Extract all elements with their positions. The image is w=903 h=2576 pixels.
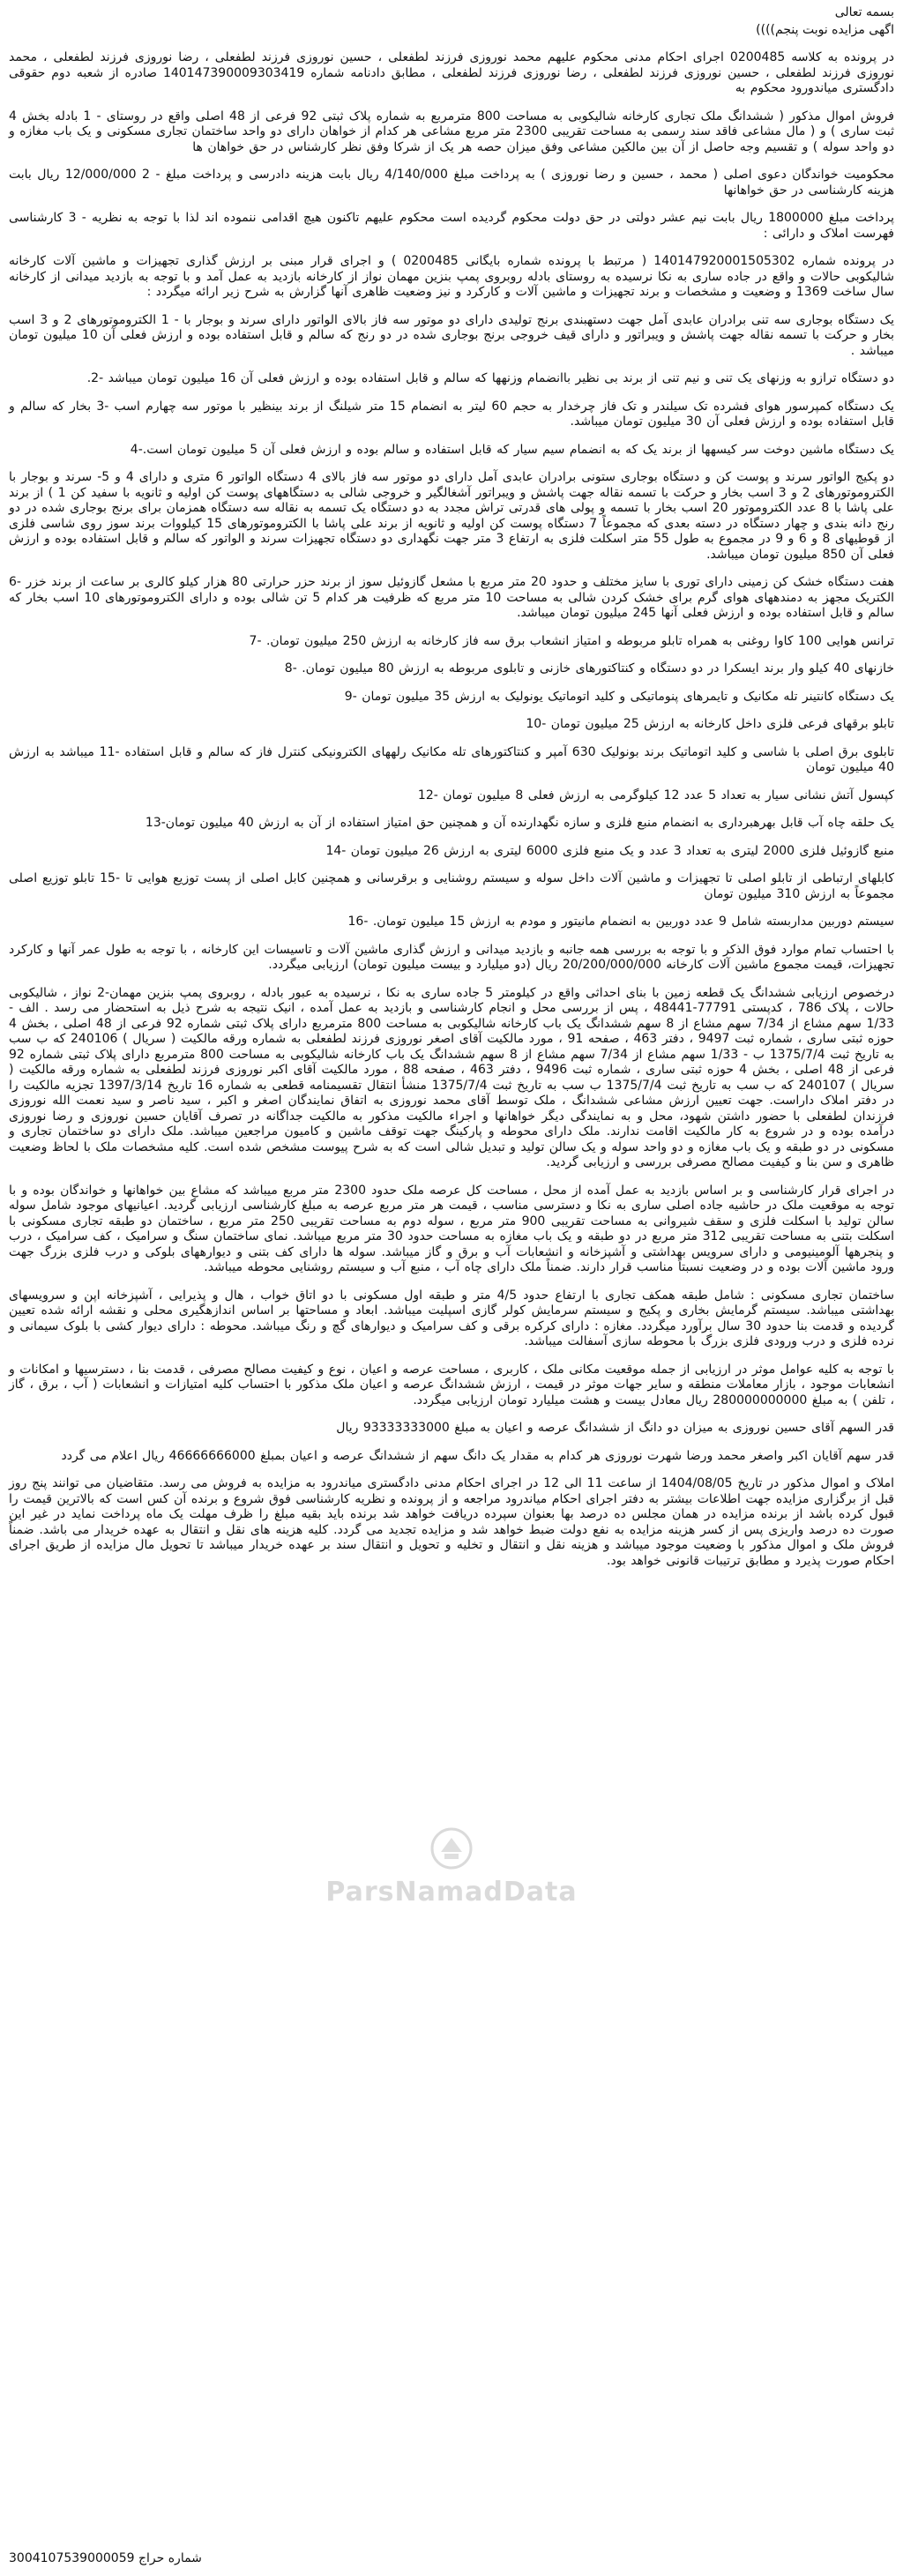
machinery-total-valuation: با احتساب تمام موارد فوق الذکر و با توجه به بررسی همه جانبه و بازدید میدانی و ارزش گذاری ماشین آلات و تاسیسات این کارخانه ، با توجه به طول عمر آنها و کارکرد تجهیزات، قیمت مجموع ماشین آلات کارخانه 20/200/000/000 ریال (دو میلیارد و بیست میلیون تومان) ارزیابی میگردد.	[9, 942, 894, 972]
judgment-item-3: پرداخت مبلغ 1800000 ریال بابت نیم عشر دولتی در حق دولت محکوم گردیده است محکوم علیهم تاکنون هیچ اقدامی ننموده اند لذا با توجه به نظریه - 3 کارشناسی فهرست املاک و دارائی :	[9, 211, 894, 241]
property-area-details: در اجرای قرار کارشناسی و بر اساس بازدید به عمل آمده از محل ، مساحت کل عرصه ملک حدود 2300 متر مربع میباشد که مشاع بین خواهانها و خواندگان بوده و با توجه به موقعیت ملک در حاشیه جاده اصلی ساری به نکا و دسترسی مناسب ، قیمت هر متر مربع عرصه به مبلغ کارشناسی ارزیابی گردید. اعیانیهای موجود شامل سوله سالن تولید با اسکلت فلزی و سقف شیروانی به مساحت تقریبی 900 متر مربع ، سوله دوم به مساحت تقریبی 250 متر مربع ، ساختمان دو طبقه تجاری مسکونی با اسکلت بتنی به مساحت تقریبی 312 متر مربع در دو طبقه و یک باب مغازه به مساحت حدود 30 متر مربع میباشد. نمای ساختمان سنگ و سرامیک ، کف سرامیک ، درب و پنجرهها آلومینیومی و دارای سرویس بهداشتی و آشپزخانه و انشعابات آب و برق و گاز میباشد. سوله ها دارای کف بتنی و دیوارههای بلوکی و درب فلزی بزرگ جهت ورود ماشین آلات بوده و در وضعیت نسبتاً مناسب قرار دارند. ضمناً ملک دارای چاه آب ، منبع آب و سیستم روشنایی محوطه میباشد.	[9, 1183, 894, 1274]
auction-terms: املاک و اموال مذکور در تاریخ 1404/08/05 از ساعت 11 الی 12 در اجرای احکام مدنی دادگستری میاندرود به مزایده به فروش می رسد. متقاضیان می توانند پنج روز قبل از برگزاری مزایده جهت اطلاعات بیشتر به دفتر اجرای احکام میاندرود مراجعه و از پرونده و نظریه کارشناسی فوق شروع و برنده آن کس است که بالاترین قیمت را قبول کرده باشد از برنده مزایده در همان مجلس ده درصد بها بعنوان سپرده دریافت خواهد شد برنده باید بقیه مبلغ را ظرف مهلت یک ماه پرداخت نماید در غیر این صورت ده درصد واریزی پس از کسر هزینه مزایده به نفع دولت ضبط خواهد شد و مزایده تجدید می گردد. کلیه هزینه های نقل و انتقال به عهده خریدار می باشد. ضمناً فروش ملک و اموال مذکور با وضعیت موجود میباشد و هزینه نقل و انتقال و تخلیه و تحویل و انتقال سند بر عهده خریدار میباشد تا تحویل مال مزایده از طریق اجرای احکام صورت پذیرد و مطابق ترتیبات قانونی خواهد بود.	[9, 1476, 894, 1568]
asset-item-8: خازنهای 40 کیلو وار برند ایسکرا در دو دستگاه و کنتاکتورهای خازنی و تابلوی مربوطه به ارزش 80 میلیون تومان. -8	[284, 661, 894, 676]
asset-item-14: منبع گازوئیل فلزی 2000 لیتری به تعداد 3 عدد و یک منبع فلزی 6000 لیتری به ارزش 26 میلیون تومان -14	[325, 843, 894, 858]
watermark-text: ParsNamadData	[325, 1877, 578, 1908]
asset-item-11: تابلوی برق اصلی با شاسی و کلید اتوماتیک برند بونولیک 630 آمپر و کنتاکتورهای تله مکانیک رلههای الکترونیکی کنترل فاز که سالم و قابل استفاده -11 میباشد به ارزش 40 میلیون تومان	[9, 744, 894, 774]
asset-item-10: تابلو برقهای فرعی فلزی داخل کارخانه به ارزش 25 میلیون تومان -10	[526, 717, 894, 731]
expert-report-intro: در پرونده شماره 140147920001505302 ( مرتبط با پرونده شماره بایگانی 0200485 ) و اجرای قرار مبنی بر ارزش گذاری تجهیزات و ماشین آلات کارخانه شالیکوبی حالات و واقع در جاده ساری به نکا نرسیده به روستای بادله روبروی پمپ بنزین مهمان نواز از کارخانه بازدید به عمل آمد و با توجه به بازدید میدانی از کارخانه سال ساخت 1369 و وضعیت و مشخصات و برند تجهیزات و ماشین آلات و کارکرد و نیز وضعیت ظاهری آنها گزارش به شرح زیر ارائه میگردد :	[9, 254, 894, 299]
judgment-item-2: محکومیت خواندگان دعوی اصلی ( محمد ، حسین و رضا نوروزی ) به پرداخت مبلغ 4/140/000 ریال بابت هزینه دادرسی و پرداخت مبلغ - 2 12/000/000 ریال بابت هزینه کارشناسی در حق خواهانها	[9, 168, 894, 198]
asset-item-6: هفت دستگاه خشک کن زمینی دارای توری با سایز مختلف و حدود 20 متر مربع با مشعل گازوئیل سوز از برند حزر حرارتی 80 هزار کیلو کالری بر ساعت از برند خزر -6 الکتریک مجهز به دمندههای هوای گرم برای خشک کردن شالی به مساحت 10 متر مربع که ظرفیت هر کدام 5 تن شالی بوده و دارای الکتروموتورهای 10 اسب بخار که سالم و قابل استفاده بوده و ارزش فعلی آنها 245 میلیون تومان میباشد.	[9, 575, 894, 620]
property-valuation-details: درخصوص ارزیابی ششدانگ یک قطعه زمین با بنای احداثی واقع در کیلومتر 5 جاده ساری به نکا ، نرسیده به عبور بادله ، روبروی پمپ بنزین مهمان-2 نواز ، شالیکوبی حالات ، پلاک 786 ، کدپستی 77791-48441 ، پس از بررسی محل و انجام کارشناسی و بازدید به عمل آمده ، انیک نتیجه به شرح ذیل به استحضار می رسد . الف - 1/33 سهم مشاع از 7/34 سهم مشاع از 8 سهم ششدانگ یک باب کارخانه شالیکوبی به مساحت 800 مترمربع دارای پلاک ثبتی شماره 92 فرعی از 48 اصلی ، بخش 4 حوزه ثبتی ساری ، شماره ثبت 9497 ، دفتر 463 ، صفحه 91 ، مورد مالکیت آقای اصغر نوروزی فرزند لطفعلی به شماره ورقه مالکیت ( سریال ) 240106 که ب سب به تاریخ ثبت 1375/7/4 ب - 1/33 سهم مشاع از 7/34 سهم مشاع از 8 سهم ششدانگ یک باب کارخانه شالیکوبی به مساحت 800 مترمربع دارای پلاک ثبتی شماره 92 فرعی از 48 اصلی ، بخش 4 حوزه ثبتی ساری ، شماره ثبت 9496 ، دفتر 463 ، صفحه 88 ، مورد مالکیت آقای اکبر نوروزی فرزند لطفعلی به شماره ورقه مالکیت ( سریال ) 240107 که ب سب به تاریخ ثبت 1375/7/4 ب سب به تاریخ ثبت 1375/7/4 منشأ انتقال تقسیمنامه قطعی به شماره 16 تاریخ 1397/3/14 تجزیه مالکیت را در دفتر املاک داراست. جهت تعیین ارزش مشاعی ششدانگ ، ملک توسط آقای محمد نوروزی به اتفاق نمایندگان اصغر و اکبر ، سید ناصر و سید نعمت الله نوروزی فرزندان لطفعلی با حضور داشتن شهود، محل و به نمایندگی دیگر خواهانها و اجراء مالکیت مذکور به مالکیت جداگانه در تصرف آقایان حسین نوروزی و رضا نوروزی درآمده بوده و در شروع به کار مالکیت اقامت ندارند. ملک دارای محوطه و پارکینگ جهت توقف ماشین و کامیون مراجعین میباشد. ملک دارای دو ساختمان تجاری و مسکونی در دو طبقه و یک باب مغازه و دو واحد سوله و یک سالن تولید و تبدیل شالی است که به شرح پیوست مشخص شده است. کلیه مشخصات ملک با لحاظ وضعیت ظاهری و سن بنا و کیفیت مصالح مصرفی بررسی و ارزیابی گردید.	[9, 985, 895, 1169]
asset-item-16: سیستم دوربین مداربسته شامل 9 عدد دوربین به انضمام مانیتور و مودم به ارزش 15 میلیون تومان. -16	[347, 915, 894, 929]
case-intro: در پرونده به کلاسه 0200485 اجرای احکام مدنی محکوم علیهم محمد نوروزی فرزند لطفعلی ، حسین نوروزی فرزند لطفعلی ، رضا نوروزی فرزند لطفعلی ، محمد نوروزی فرزند لطفعلی ، حسین نوروزی فرزند لطفعلی ، رضا نوروزی فرزند لطفعلی ، مطابق دادنامه شماره 140147390009303419 صادره از شعبه دوم حقوقی دادگستری میاندورود محکوم به	[9, 50, 895, 95]
asset-item-4: یک دستگاه ماشین دوخت سر کیسهها از برند یک که به انضمام سیم سیار که قابل استفاده و سالم بوده و ارزش فعلی آن 5 میلیون تومان است.-4	[130, 442, 894, 457]
asset-item-13: یک حلقه چاه آب قابل بهرهبرداری به انضمام منبع فلزی و سازه نگهدارنده آن و همچنین حق امتیاز استفاده از آن به ارزش 40 میلیون تومان-13	[145, 816, 894, 830]
asset-item-15: کابلهای ارتباطی از تابلو اصلی تا تجهیزات و ماشین آلات داخل سوله و سیستم روشنایی و برقرسانی و همچنین کابل اصلی از پست توزیع هوایی تا -15 تابلو توزیع اصلی مجموعاً به ارزش 310 میلیون تومان	[9, 871, 894, 901]
auction-number	[9, 2551, 202, 2565]
asset-item-9: یک دستگاه کانتینر تله مکانیک و تایمرهای پنوماتیکی و کلید اتوماتیک یونولیک به ارزش 35 میلیون تومان -9	[344, 689, 894, 704]
asset-item-12: کپسول آتش نشانی سیار به تعداد 5 عدد 12 کیلوگرمی به ارزش فعلی 8 میلیون تومان -12	[417, 788, 894, 803]
asset-item-1: یک دستگاه بوجاری سه تنی برادران عابدی آمل جهت دستهبندی برنج تولیدی دارای دو موتور سه فاز بالای الواتور دارای سرند و بوجار با - 1 الکتروموتورهای 2 و 3 اسب بخار و حرکت با تسمه نقاله جهت پاشش و ویبراتور و دارای قیف خروجی برنج بوجاری شده در دو رنج که سالم و قابل استفاده بوده و ارزش فعلی آن 10 میلیون تومان میباشد .	[9, 312, 894, 358]
property-total-valuation: با توجه به کلیه عوامل موثر در ارزیابی از جمله موقعیت مکانی ملک ، کاربری ، مساحت عرصه و اعیان ، نوع و کیفیت مصالح مصرفی ، قدمت بنا ، دسترسیها و امکانات و انشعابات موجود ، بازار معاملات منطقه و سایر جهات موثر در قیمت ، ارزش ششدانگ عرصه و اعیان ملک مذکور با احتساب کلیه امتیازات و انشعابات ( آب ، برق ، گاز ، تلفن ) به مبلغ 280000000000 ریال معادل بیست و هشت میلیارد تومان ارزیابی میگردد.	[9, 1362, 894, 1407]
judgment-item-1: فروش اموال مذکور ( ششدانگ ملک تجاری کارخانه شالیکوبی به مساحت 800 مترمربع به شماره پلاک ثبتی 92 فرعی از 48 اصلی واقع در روستای - 1 بادله بخش 4 ثبت ساری ) و ( مال مشاعی فاقد سند رسمی به مساحت تقریبی 2300 متر مربع مشاعی هر کدام از خواهان دارای دو واحد ساختمان تجاری مسکونی و یک باب مغازه و دو واحد سوله ) و تقسیم وجه حاصل از آن بین مالکین مشاعی وفق میزان حصه هر یک از شرکا وفق نظر کارشناس در حق خواهان ها	[9, 108, 894, 154]
asset-item-3: یک دستگاه کمپرسور هوای فشرده تک سیلندر و تک فاز چرخدار به حجم 60 لیتر به انضمام 15 متر شیلنگ از برند بینظیر با موتور سه چهارم اسب -3 بخار که سالم و قابل استفاده بوده و ارزش فعلی آن 30 میلیون تومان میباشد.	[9, 399, 895, 429]
asset-item-2: دو دستگاه ترازو به وزنهای یک تنی و نیم تنی از برند بی نظیر باانضمام وزنهها که سالم و قابل استفاده بوده و ارزش فعلی آن 16 میلیون تومان میباشد -2.	[86, 371, 894, 385]
auction-number-label: شماره حراج	[138, 2551, 202, 2565]
share-other-owners: قدر سهم آقایان اکبر واصغر محمد ورضا شهرت نوروزی هر کدام به مقدار یک دانگ سهم از ششدانگ عرصه و اعیان بمبلغ 46666666000 ریال اعلام می گردد	[61, 1448, 894, 1463]
share-hossein: قدر السهم آقای حسین نوروزی به میزان دو دانگ از ششدانگ عرصه و اعیان به مبلغ 93333333000 ریال	[336, 1421, 894, 1435]
bismillah-heading: بسمه تعالی	[834, 5, 894, 19]
building-description: ساختمان تجاری مسکونی : شامل طبقه همکف تجاری با ارتفاع حدود 4/5 متر و طبقه اول مسکونی با دو اتاق خواب ، هال و پذیرایی ، آشپزخانه اپن و سرویسهای بهداشتی میباشد. سیستم گرمایش بخاری و پکیج و سیستم سرمایش کولر گازی اسپلیت میباشد. ابعاد و مساحتها بر اساس اندازهگیری محلی و نقشه ارائه شده تعیین گردیده و قدمت بنا حدود 30 سال برآورد میگردد. مغازه : دارای کرکره برقی و کف سرامیک و دیوارهای گچ و رنگ میباشد. محوطه : دارای دیوار کشی با بلوک سیمانی و نرده فلزی و درب ورودی فلزی بزرگ با محوطه سازی آسفالت میباشد.	[9, 1288, 895, 1348]
auction-number-value: 3004107539000059	[9, 2551, 135, 2565]
asset-item-7: ترانس هوایی 100 کاوا روغنی به همراه تابلو مربوطه و امتیاز انشعاب برق سه فاز کارخانه به ارزش 250 میلیون تومان. -7	[249, 633, 894, 648]
asset-item-5: دو پکیج الواتور سرند و پوست کن و دستگاه بوجاری ستونی برادران عابدی آمل دارای دو موتور سه فاز بالای 4 دستگاه الواتور 6 متری و دارای 4 و 5- سرند و بوجار با الکتروموتورهای 2 و 3 اسب بخار و حرکت با تسمه نقاله جهت پاشش و ویبراتور آشغالگیر و خروجی شالی به دستگاههای پوست کن اولیه و ثانویه با سفید کن 1 ) از برند علی پاشا با 8 عدد الکتروموتور 20 اسب بخار با تسمه و پولی های قدرتی تراش مجدد به دو دستگاه یک تسمه به نقاله سه دستگاه همزمان برای برنج بوجاری شده در دو رنج دانه بندی و چهار دستگاه در دسته بعدی که مجموعاً 7 دستگاه پوست کن اولیه و ثانویه از برند علی پاشا با الکتروموتورهای 15 کیلووات برند سوز روی شاسی فلزی از قوطیهای 8 و 6 و 9 در مجموع به طول 55 متر اسکلت فلزی به ارتفاع 3 متر جهت نگهداری دو دستگاه تجهیزات سرند و الواتور که سالم و قابل استفاده بوده و ارزش فعلی آن 850 میلیون تومان میباشد.	[9, 470, 894, 562]
notice-title: اگهی مزایده نوبت پنجم))))	[756, 22, 894, 37]
